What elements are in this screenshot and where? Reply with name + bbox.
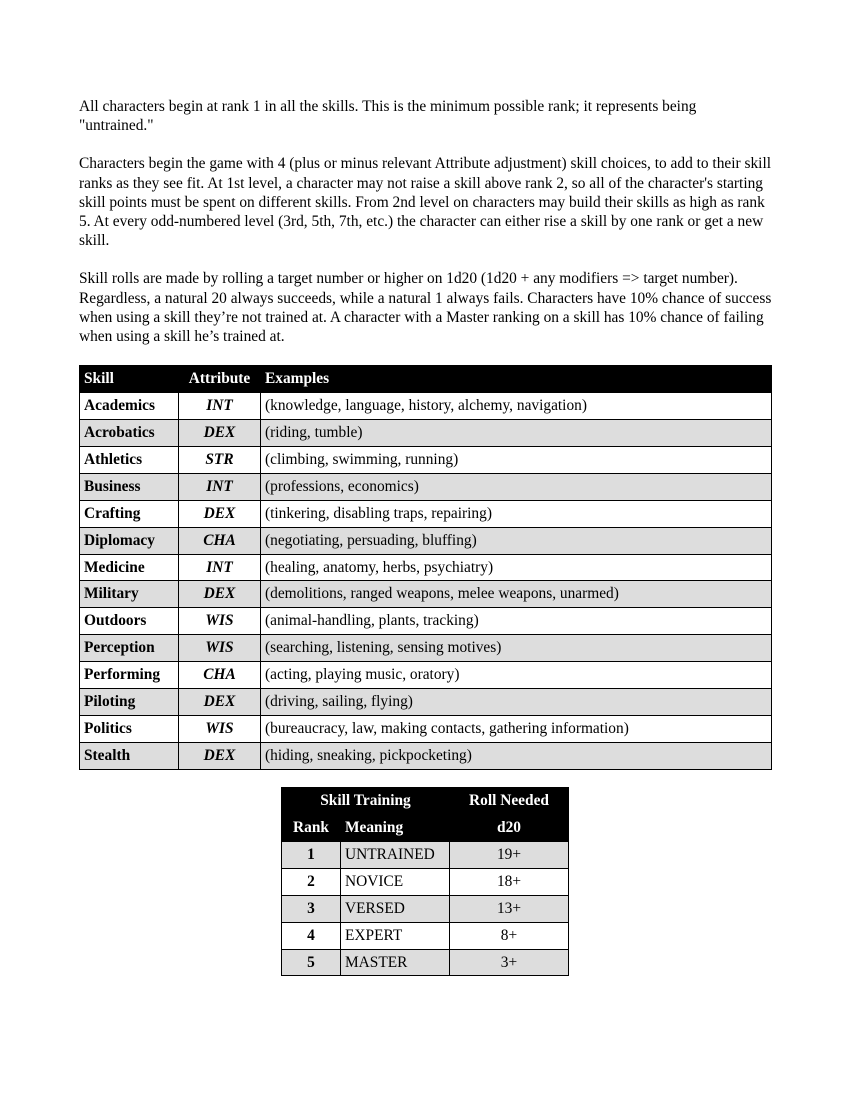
skill-attribute: INT bbox=[179, 473, 261, 500]
rank-roll: 18+ bbox=[450, 868, 569, 895]
rank-number: 5 bbox=[282, 949, 341, 976]
skill-examples: (climbing, swimming, running) bbox=[261, 447, 772, 474]
skill-attribute: CHA bbox=[179, 527, 261, 554]
skill-examples: (professions, economics) bbox=[261, 473, 772, 500]
skill-examples: (knowledge, language, history, alchemy, navigation) bbox=[261, 393, 772, 420]
header-skill: Skill bbox=[80, 366, 179, 393]
rank-roll: 8+ bbox=[450, 922, 569, 949]
skill-examples: (demolitions, ranged weapons, melee weapons, unarmed) bbox=[261, 581, 772, 608]
skill-attribute: WIS bbox=[179, 608, 261, 635]
skill-name: Performing bbox=[80, 662, 179, 689]
table-row bbox=[80, 742, 772, 769]
paragraph-skill-rolls: Skill rolls are made by rolling a target number or higher on 1d20 (1d20 + any modifiers => target number). Regardless, a natural 20 always succeeds, while a natural 1 always fails. Characters have 10% chance of success when using a skill they’re not trained at. A character with a Master ranking on a skill has 10% chance of failing when using a skill he’s trained at. bbox=[79, 270, 772, 346]
skill-attribute: DEX bbox=[179, 420, 261, 447]
rank-number: 2 bbox=[282, 868, 341, 895]
table-row bbox=[80, 500, 772, 527]
skill-attribute: WIS bbox=[179, 635, 261, 662]
header-attribute: Attribute bbox=[179, 366, 261, 393]
skill-name: Medicine bbox=[80, 554, 179, 581]
skill-name: Crafting bbox=[80, 500, 179, 527]
skill-examples: (negotiating, persuading, bluffing) bbox=[261, 527, 772, 554]
rank-roll: 19+ bbox=[450, 842, 569, 869]
skills-table-header-row bbox=[80, 366, 772, 393]
skill-attribute: DEX bbox=[179, 689, 261, 716]
table-row bbox=[282, 922, 569, 949]
skill-name: Stealth bbox=[80, 742, 179, 769]
table-row bbox=[80, 447, 772, 474]
skill-examples: (bureaucracy, law, making contacts, gathering information) bbox=[261, 715, 772, 742]
skill-examples: (tinkering, disabling traps, repairing) bbox=[261, 500, 772, 527]
skill-name: Diplomacy bbox=[80, 527, 179, 554]
table-row bbox=[80, 420, 772, 447]
header-examples: Examples bbox=[261, 366, 772, 393]
skill-attribute: DEX bbox=[179, 500, 261, 527]
skill-examples: (hiding, sneaking, pickpocketing) bbox=[261, 742, 772, 769]
skill-examples: (riding, tumble) bbox=[261, 420, 772, 447]
table-row bbox=[80, 554, 772, 581]
skill-name: Academics bbox=[80, 393, 179, 420]
table-row bbox=[80, 581, 772, 608]
rank-table-header-top bbox=[282, 788, 569, 815]
skill-attribute: INT bbox=[179, 554, 261, 581]
rank-number: 1 bbox=[282, 842, 341, 869]
rank-number: 3 bbox=[282, 895, 341, 922]
table-row bbox=[282, 949, 569, 976]
skill-attribute: DEX bbox=[179, 581, 261, 608]
header-roll-needed: Roll Needed bbox=[450, 788, 569, 815]
header-d20: d20 bbox=[450, 815, 569, 842]
rank-meaning: VERSED bbox=[341, 895, 450, 922]
skill-examples: (searching, listening, sensing motives) bbox=[261, 635, 772, 662]
table-row bbox=[80, 527, 772, 554]
table-row bbox=[282, 842, 569, 869]
header-rank: Rank bbox=[282, 815, 341, 842]
header-skill-training: Skill Training bbox=[282, 788, 450, 815]
table-row bbox=[80, 393, 772, 420]
skill-attribute: INT bbox=[179, 393, 261, 420]
rank-table-header-sub bbox=[282, 815, 569, 842]
skill-attribute: STR bbox=[179, 447, 261, 474]
table-row bbox=[80, 689, 772, 716]
skill-name: Outdoors bbox=[80, 608, 179, 635]
skills-table bbox=[79, 365, 772, 769]
skill-rank-table bbox=[281, 787, 569, 976]
rank-meaning: EXPERT bbox=[341, 922, 450, 949]
skill-attribute: DEX bbox=[179, 742, 261, 769]
rank-meaning: NOVICE bbox=[341, 868, 450, 895]
skill-examples: (healing, anatomy, herbs, psychiatry) bbox=[261, 554, 772, 581]
table-row bbox=[282, 868, 569, 895]
skill-name: Perception bbox=[80, 635, 179, 662]
table-row bbox=[80, 608, 772, 635]
table-row bbox=[80, 662, 772, 689]
table-row bbox=[80, 473, 772, 500]
skill-examples: (driving, sailing, flying) bbox=[261, 689, 772, 716]
skill-name: Acrobatics bbox=[80, 420, 179, 447]
skill-name: Military bbox=[80, 581, 179, 608]
skill-attribute: WIS bbox=[179, 715, 261, 742]
skill-examples: (acting, playing music, oratory) bbox=[261, 662, 772, 689]
document-page bbox=[79, 97, 773, 971]
skill-name: Business bbox=[80, 473, 179, 500]
rank-roll: 3+ bbox=[450, 949, 569, 976]
rank-meaning: UNTRAINED bbox=[341, 842, 450, 869]
rank-number: 4 bbox=[282, 922, 341, 949]
table-row bbox=[282, 895, 569, 922]
skill-name: Athletics bbox=[80, 447, 179, 474]
rank-meaning: MASTER bbox=[341, 949, 450, 976]
paragraph-skill-choices: Characters begin the game with 4 (plus or minus relevant Attribute adjustment) skill choices, to add to their skill ranks as they see fit. At 1st level, a character may not raise a skill above rank 2, so all of the character's starting skill points must be spent on different skills. From 2nd level on characters may build their skills as high as rank 5. At every odd-numbered level (3rd, 5th, 7th, etc.) the character can either rise a skill by one rank or get a new skill. bbox=[79, 155, 771, 250]
table-row bbox=[80, 635, 772, 662]
skill-name: Piloting bbox=[80, 689, 179, 716]
paragraph-untrained: All characters begin at rank 1 in all the skills. This is the minimum possible rank; it represents being "untrained." bbox=[79, 98, 697, 135]
skill-name: Politics bbox=[80, 715, 179, 742]
skill-attribute: CHA bbox=[179, 662, 261, 689]
rank-roll: 13+ bbox=[450, 895, 569, 922]
header-meaning: Meaning bbox=[341, 815, 450, 842]
skill-examples: (animal-handling, plants, tracking) bbox=[261, 608, 772, 635]
table-row bbox=[80, 715, 772, 742]
